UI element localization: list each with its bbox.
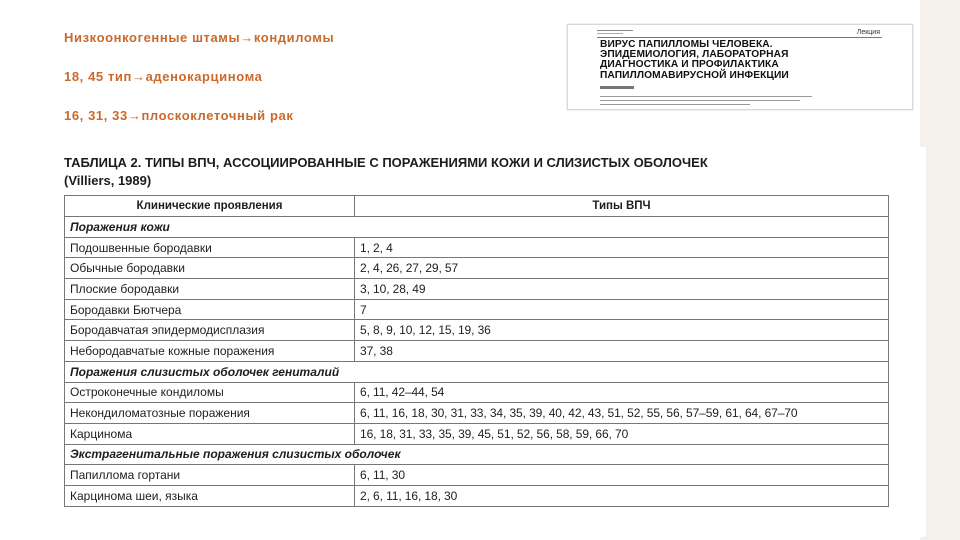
article-title — [600, 40, 870, 81]
note-right-text: плоскоклеточный рак — [141, 108, 294, 123]
article-title-line: ДИАГНОСТИКА И ПРОФИЛАКТИКА — [600, 59, 779, 71]
clinical-manifestation-cell: Бородавчатая эпидермодисплазия — [65, 320, 355, 341]
clinical-manifestation-cell: Карцинома шеи, языка — [65, 485, 355, 506]
clinical-manifestation-cell: Бородавки Бютчера — [65, 299, 355, 320]
column-header-clinical: Клинические проявления — [65, 196, 355, 217]
arrow-right-icon: → — [127, 108, 142, 123]
hpv-types-cell: 6, 11, 42–44, 54 — [355, 382, 889, 403]
arrow-right-icon: → — [131, 69, 146, 84]
column-header-types: Типы ВПЧ — [355, 196, 889, 217]
table-document — [56, 147, 926, 537]
hpv-types-cell: 2, 4, 26, 27, 29, 57 — [355, 258, 889, 279]
table-section-row — [65, 361, 889, 382]
clinical-manifestation-cell: Небородавчатые кожные поражения — [65, 341, 355, 362]
hpv-types-cell: 2, 6, 11, 16, 18, 30 — [355, 485, 889, 506]
table-row — [65, 465, 889, 486]
table-row — [65, 403, 889, 424]
note-left-text: Низкоонкогенные штамы — [64, 30, 241, 45]
clinical-manifestation-cell: Обычные бородавки — [65, 258, 355, 279]
table-title-source: (Villiers, 1989) — [64, 173, 152, 188]
note-adenocarcinoma — [64, 67, 334, 87]
table-row — [65, 279, 889, 300]
article-title-line: ПАПИЛЛОМАВИРУСНОЙ ИНФЕКЦИИ — [600, 69, 789, 81]
note-squamous — [64, 106, 334, 126]
note-left-text: 16, 31, 33 — [64, 108, 128, 123]
clinical-manifestation-cell: Некондиломатозные поражения — [65, 403, 355, 424]
table-row — [65, 320, 889, 341]
table-section-row — [65, 444, 889, 465]
arrow-right-icon: → — [240, 30, 254, 45]
article-journal-lines — [597, 30, 633, 34]
hpv-types-cell: 7 — [355, 299, 889, 320]
table-title-line: ТАБЛИЦА 2. ТИПЫ ВПЧ, АССОЦИИРОВАННЫЕ С ПОРАЖЕНИЯМИ КОЖИ И СЛИЗИСТЫХ ОБОЛОЧЕК — [64, 155, 708, 170]
table-body — [65, 217, 889, 507]
table-row — [65, 485, 889, 506]
article-section-label: Лекция — [856, 29, 880, 36]
article-abstract-line — [600, 96, 812, 97]
clinical-manifestation-cell: Плоские бородавки — [65, 279, 355, 300]
slide-accent-bar — [920, 0, 960, 540]
table-row — [65, 237, 889, 258]
note-right-text: кондиломы — [253, 30, 335, 45]
hpv-types-cell: 37, 38 — [355, 341, 889, 362]
hpv-types-cell: 5, 8, 9, 10, 12, 15, 19, 36 — [355, 320, 889, 341]
article-thumbnail — [567, 24, 913, 110]
section-label: Поражения слизистых оболочек гениталий — [65, 361, 889, 382]
article-title-line: ВИРУС ПАПИЛЛОМЫ ЧЕЛОВЕКА. — [600, 39, 773, 50]
hpv-types-cell: 6, 11, 30 — [355, 465, 889, 486]
table-title — [64, 154, 924, 190]
note-left-text: 18, 45 тип — [64, 69, 132, 84]
hpv-types-cell: 1, 2, 4 — [355, 237, 889, 258]
notes-list — [64, 28, 334, 145]
table-row — [65, 423, 889, 444]
section-label: Поражения кожи — [65, 217, 889, 238]
article-abstract-line — [600, 100, 800, 101]
clinical-manifestation-cell: Остроконечные кондиломы — [65, 382, 355, 403]
section-label: Экстрагенитальные поражения слизистых оболочек — [65, 444, 889, 465]
clinical-manifestation-cell: Карцинома — [65, 423, 355, 444]
article-author — [600, 86, 634, 89]
article-rule — [597, 37, 882, 38]
table-row — [65, 341, 889, 362]
hpv-types-cell: 16, 18, 31, 33, 35, 39, 45, 51, 52, 56, 58, 59, 66, 70 — [355, 423, 889, 444]
table-row — [65, 258, 889, 279]
clinical-manifestation-cell: Папиллома гортани — [65, 465, 355, 486]
hpv-types-cell: 3, 10, 28, 49 — [355, 279, 889, 300]
table-row — [65, 382, 889, 403]
note-right-text: аденокарцинома — [145, 69, 263, 84]
article-abstract-line — [600, 104, 750, 105]
hpv-types-table — [64, 195, 889, 507]
note-low-oncogenic — [64, 28, 334, 48]
clinical-manifestation-cell: Подошвенные бородавки — [65, 237, 355, 258]
hpv-types-cell: 6, 11, 16, 18, 30, 31, 33, 34, 35, 39, 40, 42, 43, 51, 52, 55, 56, 57–59, 61, 64, 67–70 — [355, 403, 889, 424]
table-header-row — [65, 196, 889, 217]
table-row — [65, 299, 889, 320]
article-title-line: ЭПИДЕМИОЛОГИЯ, ЛАБОРАТОРНАЯ — [600, 49, 789, 61]
table-section-row — [65, 217, 889, 238]
